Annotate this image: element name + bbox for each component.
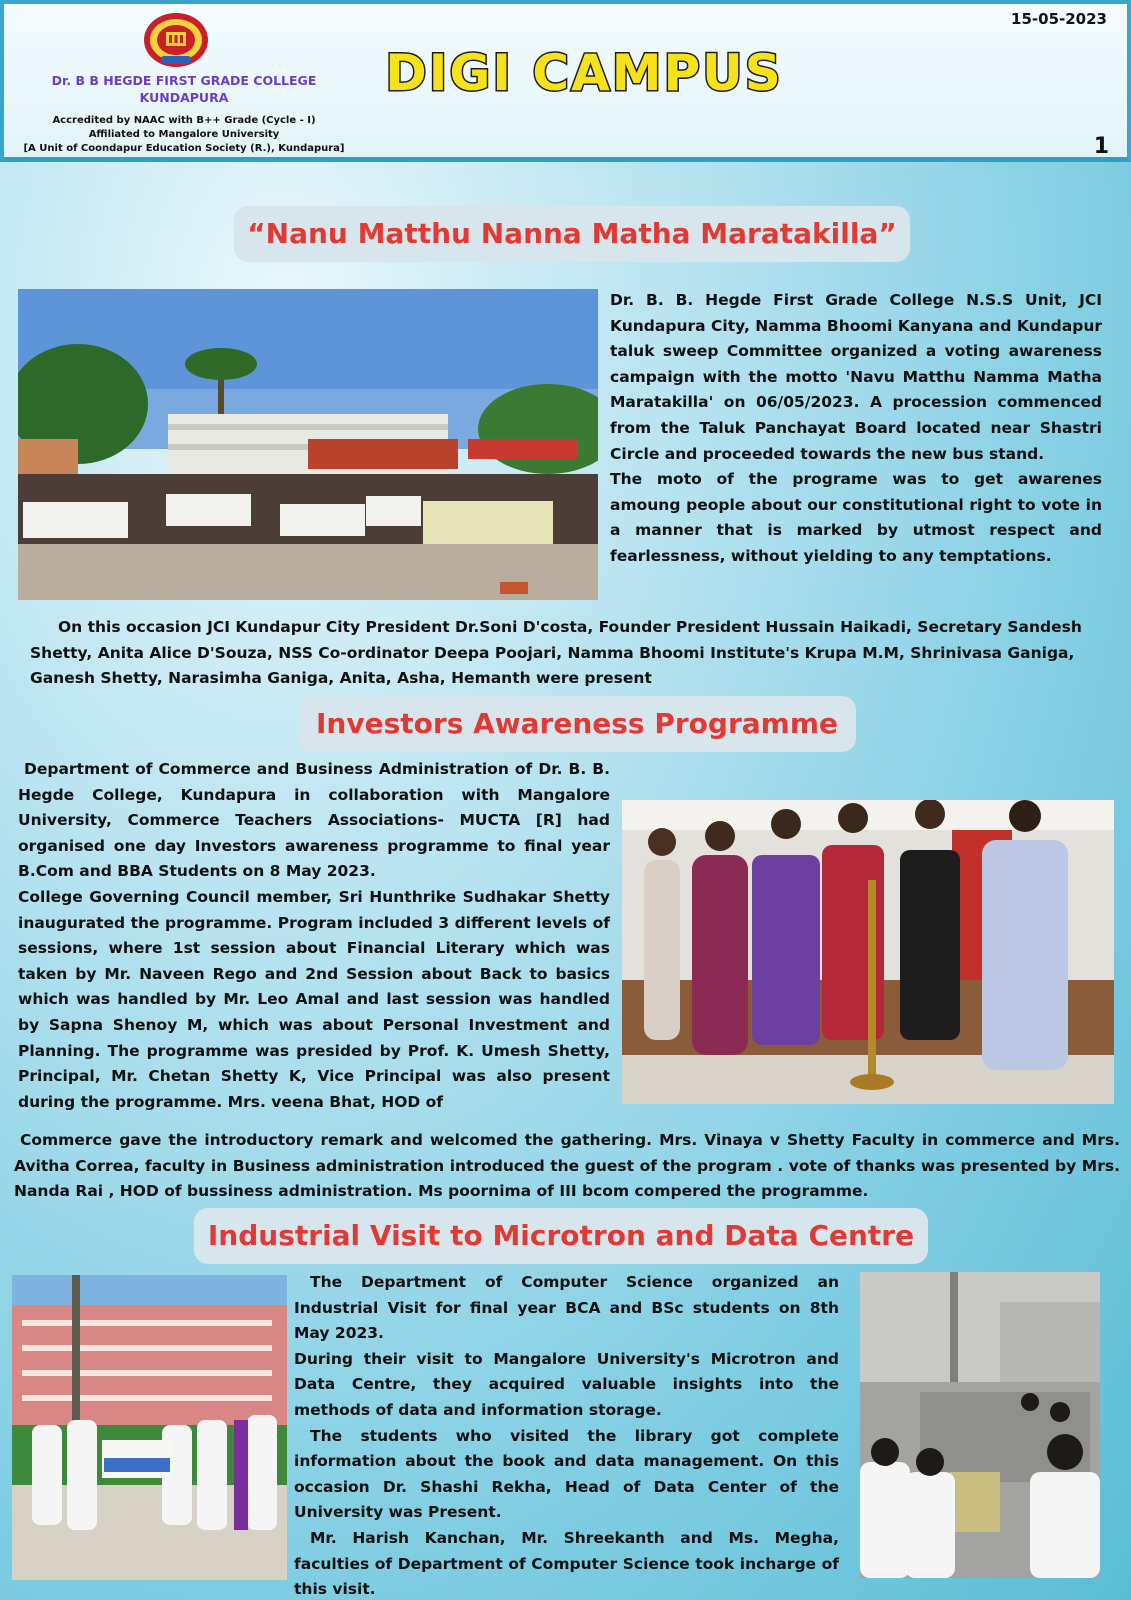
article3-body: [294, 1270, 839, 1600]
masthead: [0, 0, 1131, 162]
data-centre-visit-photo: [860, 1272, 1100, 1578]
article2-paragraph-1: Department of Commerce and Business Administration of Dr. B. B. Hegde College, Kundapura in collaboration with Mangalore University, Commerce Teachers Associations- MUCTA [R] had organised one day Investors awareness programme to final year B.Com and BBA Students on 8 May 2023.: [18, 760, 610, 881]
newsletter-title-text: DIGI CAMPUS: [385, 44, 783, 102]
article2-paragraph-2: College Governing Council member, Sri Hunthrike Sudhakar Shetty inaugurated the programme. Program included 3 different levels of sessions, where 1st session about Financial Literary which was taken by Mr. Naveen Rego and 2nd Session about Back to basics which was handled by Mr. Leo Amal and last session was handled by Sapna Shenoy M, which was about Personal Investment and Planning. The programme was presided by Prof. K. Umesh Shetty, Principal, Mr. Chetan Shetty K, Vice Principal was also present during the programme. Mrs. veena Bhat, HOD of: [18, 887, 610, 1111]
article1-body: [610, 288, 1102, 570]
article3-paragraph-1: The Department of Computer Science organized an Industrial Visit for final year BCA and BSc students on 8th May 2023.: [294, 1273, 839, 1343]
article1-attendees: On this occasion JCI Kundapur City President Dr.Soni D'costa, Founder President Hussain Haikadi, Secretary Sandesh Shetty, Anita Alice D'Souza, NSS Co-ordinator Deepa Poojari, Namma Bhoomi Institute's Krupa M.M, Shrinivasa Ganiga, Ganesh Shetty, Narasimha Ganiga, Anita, Asha, Hemanth were present: [30, 618, 1082, 688]
lamp-lighting-photo: [622, 800, 1114, 1104]
article3-heading: Industrial Visit to Microtron and Data Centre: [194, 1208, 928, 1264]
article2-heading: Investors Awareness Programme: [298, 696, 856, 752]
college-seal-icon: [143, 12, 209, 68]
affiliation-text: Affiliated to Mangalore University: [88, 129, 280, 140]
newsletter-title: [360, 42, 808, 102]
article1-paragraph-2: The moto of the programe was to get awarenes amoung people about our constitutional right to vote in a manner that is marked by utmost respect and fearlessness, without yielding to any temptations.: [610, 470, 1102, 565]
article2-continuation: Commerce gave the introductory remark and welcomed the gathering. Mrs. Vinaya v Shetty Faculty in commerce and Mrs. Avitha Correa, faculty in Business administration introduced the guest of the program . vote of thanks was presented by Mrs. Nanda Rai , HOD of bussiness administration. Ms poornima of III bcom compered the programme.: [14, 1131, 1120, 1201]
college-name-line2: KUNDAPURA: [139, 90, 229, 105]
article3-paragraph-3: The students who visited the library got complete information about the book and data management. On this occasion Dr. Shashi Rekha, Head of Data Center of the University was Present.: [294, 1426, 839, 1522]
article1-paragraph-1: Dr. B. B. Hegde First Grade College N.S.S Unit, JCI Kundapura City, Namma Bhoomi Kanyana and Kundapur taluk sweep Committee organized a voting awareness campaign with the motto 'Navu Matthu Namma Matha Maratakilla' on 06/05/2023. A procession commenced from the Taluk Panchayat Board located near Shastri Circle and proceeded towards the new bus stand.: [610, 291, 1102, 463]
college-name: [34, 72, 334, 106]
university-group-photo: [12, 1275, 287, 1580]
article3-paragraph-4: Mr. Harish Kanchan, Mr. Shreekanth and Ms. Megha, faculties of Department of Computer Science took incharge of this visit.: [294, 1528, 839, 1599]
voting-procession-photo: [18, 289, 598, 600]
college-details: [14, 114, 354, 156]
issue-date: 15-05-2023: [1011, 10, 1107, 28]
article1-heading: “Nanu Matthu Nanna Matha Maratakilla”: [234, 206, 910, 262]
unit-text: [A Unit of Coondapur Education Society (R.), Kundapura]: [23, 143, 345, 154]
page-number: 1: [1093, 134, 1109, 159]
college-name-line1: Dr. B B HEGDE FIRST GRADE COLLEGE: [51, 73, 317, 88]
article3-paragraph-2: During their visit to Mangalore University's Microtron and Data Centre, they acquired valuable insights into the methods of data and information storage.: [294, 1349, 839, 1419]
article2-body: [18, 757, 610, 1115]
accreditation-text: Accredited by NAAC with B++ Grade (Cycle - I): [52, 115, 316, 126]
